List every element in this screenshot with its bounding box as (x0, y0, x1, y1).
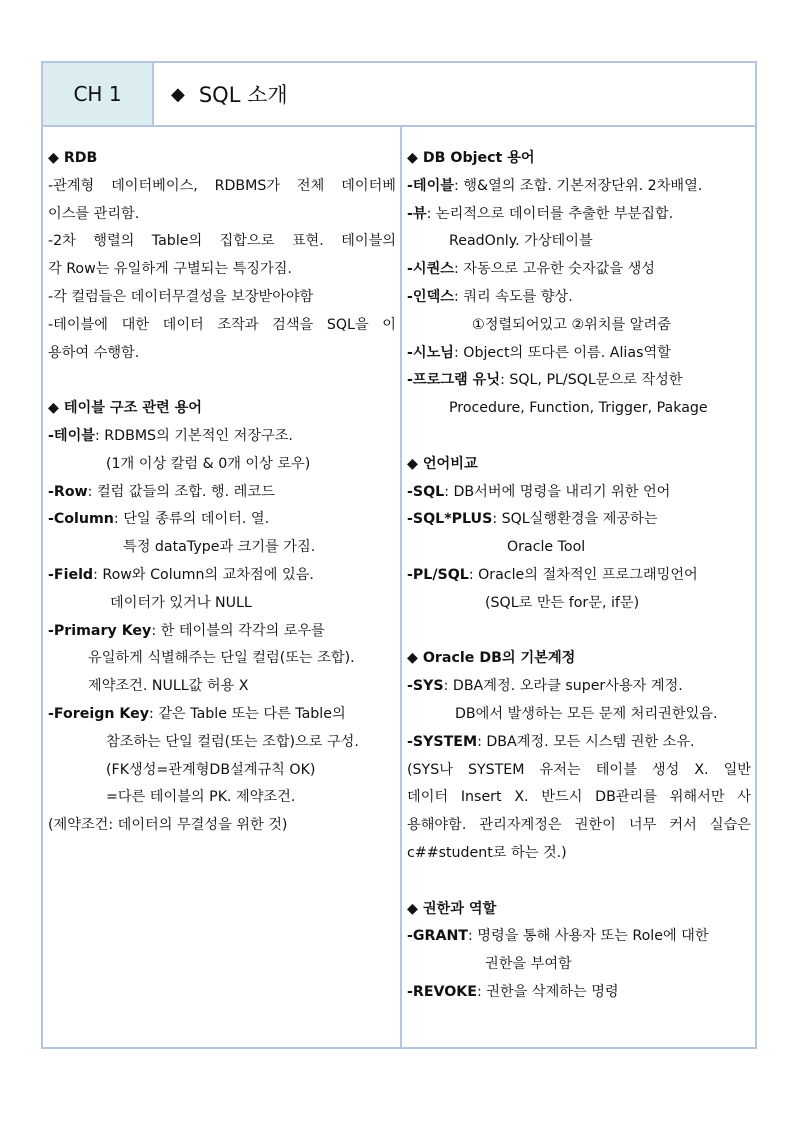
rdb-line: 각 Row는 유일하게 구별되는 특징가짐. (48, 261, 292, 278)
term-line (407, 201, 751, 229)
term-continuation: 권한을 부여함 (485, 956, 572, 973)
term-continuation: 유일하게 식별해주는 단일 컬럼(또는 조합). (88, 650, 355, 667)
term: -시노님 (407, 344, 455, 361)
left-column (48, 145, 396, 840)
term-continuation: 참조하는 단일 컬럼(또는 조합)으로 구성. (106, 733, 359, 750)
term-line (407, 979, 751, 1007)
term: -테이블 (407, 177, 455, 194)
term-desc: : DBA계정. 모든 시스템 권한 소유. (477, 733, 695, 750)
rdb-line: -각 컬럼들은 데이터무결성을 보장받아야함 (48, 288, 314, 305)
section-heading-table-terms: ◆ 테이블 구조 관련 용어 (48, 400, 203, 417)
term: -뷰 (407, 205, 427, 222)
diamond-icon: ◆ (171, 83, 185, 105)
term-desc: : 한 테이블의 각각의 로우를 (151, 622, 325, 639)
section-heading-roles: ◆ 권한과 역할 (407, 900, 497, 917)
term: -SQL (407, 483, 445, 500)
term-line (407, 173, 751, 201)
section-heading-accounts: ◆ Oracle DB의 기본계정 (407, 650, 576, 667)
term: -시퀀스 (407, 261, 455, 278)
term: -REVOKE (407, 983, 477, 1000)
chapter-header (43, 63, 755, 127)
term-desc: : 권한을 삭제하는 명령 (476, 983, 619, 1000)
term-line (407, 729, 751, 757)
page-title-text: SQL 소개 (198, 83, 288, 107)
term-line (48, 423, 396, 451)
accounts-note-line: c##student로 하는 것.) (407, 844, 567, 861)
term-continuation: (SQL로 만든 for문, if문) (485, 594, 640, 611)
term-line (48, 562, 396, 590)
term-desc: : Oracle의 절차적인 프로그래밍언어 (468, 566, 698, 583)
term-desc: : DBA계정. 오라클 super사용자 계정. (443, 678, 683, 695)
term-desc: : 행&열의 조합. 기본저장단위. 2차배열. (454, 177, 703, 194)
term-line (407, 506, 751, 534)
term: -프로그램 유닛 (407, 372, 501, 389)
term-continuation: Oracle Tool (507, 539, 586, 556)
term-continuation: ①정렬되어있고 ②위치를 알려줌 (472, 316, 671, 333)
term: -Primary Key (48, 622, 152, 639)
table-terms-note: (제약조건: 데이터의 무결성을 위한 것) (48, 817, 288, 834)
rdb-line: -2차 행렬의 Table의 집합으로 표현. 테이블의 (48, 233, 396, 250)
accounts-note-line: 용해야함. 관리자계정은 권한이 너무 커서 실습은 (407, 817, 751, 834)
term-desc: : SQL실행환경을 제공하는 (492, 511, 658, 528)
document-frame (41, 61, 757, 1049)
term-continuation: 특정 dataType과 크기를 가짐. (123, 539, 316, 556)
term: -Row (48, 483, 88, 500)
term-desc: : 같은 Table 또는 다른 Table의 (149, 705, 346, 722)
chapter-label: CH 1 (43, 63, 154, 125)
term-desc: : Row와 Column의 교차점에 있음. (93, 566, 314, 583)
term: -SYSTEM (407, 733, 478, 750)
term-line (407, 340, 751, 368)
term: -GRANT (407, 928, 468, 945)
section-heading-lang: ◆ 언어비교 (407, 455, 478, 472)
term-desc: : 논리적으로 데이터를 추출한 부분집합. (426, 205, 674, 222)
rdb-line: 이스를 관리함. (48, 205, 140, 222)
term: -테이블 (48, 427, 96, 444)
term-continuation: 제약조건. NULL값 허용 X (88, 678, 249, 695)
accounts-note-line: (SYS나 SYSTEM 유저는 테이블 생성 X. 일반 (407, 761, 751, 778)
term-desc: : DB서버에 명령을 내리기 위한 언어 (444, 483, 671, 500)
term: -인덱스 (407, 288, 455, 305)
term-desc: : SQL, PL/SQL문으로 작성한 (500, 372, 683, 389)
term: -Column (48, 511, 114, 528)
term-continuation: (1개 이상 칼럼 & 0개 이상 로우) (106, 455, 311, 472)
accounts-note-line: 데이터 Insert X. 반드시 DB관리를 위해서만 사 (407, 789, 751, 806)
term: -PL/SQL (407, 566, 469, 583)
column-divider (400, 127, 402, 1049)
term-desc: : 단일 종류의 데이터. 열. (113, 511, 270, 528)
section-heading-rdb: ◆ RDB (48, 150, 98, 166)
term-line (407, 923, 751, 951)
term-line (48, 479, 396, 507)
term-line (407, 256, 751, 284)
term-line (407, 284, 751, 312)
term-continuation: ReadOnly. 가상테이블 (449, 233, 593, 250)
page-title (171, 63, 288, 125)
rdb-line: -관계형 데이터베이스, RDBMS가 전체 데이터베 (48, 177, 396, 194)
term: -SQL*PLUS (407, 511, 493, 528)
term-line (48, 618, 396, 646)
term-desc: : 자동으로 고유한 숫자값을 생성 (454, 261, 656, 278)
term: -Field (48, 566, 94, 583)
term-continuation: =다른 테이블의 PK. 제약조건. (106, 789, 296, 806)
term-line (407, 673, 751, 701)
right-column (407, 145, 751, 1007)
term-desc: : RDBMS의 기본적인 저장구조. (95, 427, 293, 444)
rdb-line: 용하여 수행함. (48, 344, 140, 361)
term: -SYS (407, 678, 444, 695)
rdb-line: -테이블에 대한 데이터 조작과 검색을 SQL을 이 (48, 316, 396, 333)
term-continuation: Procedure, Function, Trigger, Pakage (449, 400, 708, 417)
term-line (407, 562, 751, 590)
term-line (48, 701, 396, 729)
term-continuation: 데이터가 있거나 NULL (110, 594, 252, 611)
term-line (407, 367, 751, 395)
term-desc: : 명령을 통해 사용자 또는 Role에 대한 (468, 928, 709, 945)
term-desc: : Object의 또다른 이름. Alias역할 (454, 344, 671, 361)
term-continuation: (FK생성=관계형DB설계규칙 OK) (106, 761, 316, 778)
term-continuation: DB에서 발생하는 모든 문제 처리권한있음. (455, 705, 718, 722)
term: -Foreign Key (48, 705, 150, 722)
section-heading-db-object: ◆ DB Object 용어 (407, 150, 535, 166)
term-desc: : 쿼리 속도를 향상. (454, 288, 573, 305)
term-line (48, 506, 396, 534)
term-desc: : 컬럼 값들의 조합. 행. 레코드 (87, 483, 275, 500)
term-line (407, 479, 751, 507)
